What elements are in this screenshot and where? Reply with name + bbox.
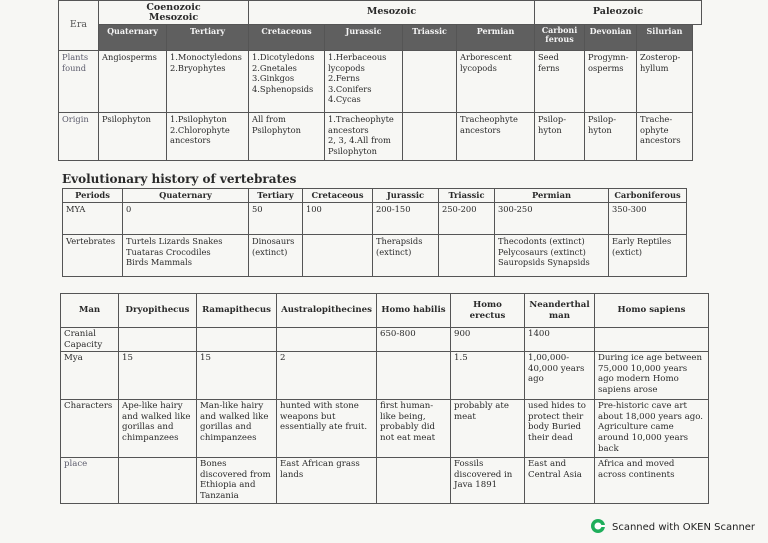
- table-cell: 100: [303, 203, 373, 235]
- scanner-logo-icon: [590, 518, 606, 537]
- table-cell: Seed ferns: [535, 51, 585, 113]
- table-cell: probably ate meat: [451, 400, 525, 458]
- table-cell: [439, 235, 495, 277]
- table-cell: [119, 458, 197, 504]
- table-cell: All from Psilophyton: [249, 113, 325, 161]
- table-cell: Bones discovered from Ethiopia and Tanzania: [197, 458, 277, 504]
- header-permian: Permian: [495, 189, 609, 203]
- table-cell: [277, 328, 377, 352]
- row-label: MYA: [63, 203, 123, 235]
- scanner-text: Scanned with OKEN Scanner: [612, 522, 756, 533]
- table-cell: Progymn-osperms: [585, 51, 637, 113]
- table-cell: 15: [197, 352, 277, 400]
- table-cell: Arborescent lycopods: [457, 51, 535, 113]
- table-cell: East and Central Asia: [525, 458, 595, 504]
- era-group-coenozoic: Coenozoic Mesozoic: [99, 1, 249, 25]
- row-label: Vertebrates: [63, 235, 123, 277]
- table-cell: 300-250: [495, 203, 609, 235]
- table-cell: Turtels Lizards Snakes Tuataras Crocodiles Birds Mammals: [123, 235, 249, 277]
- table-cell: 1400: [525, 328, 595, 352]
- header-tertiary: Tertiary: [249, 189, 303, 203]
- period-devonian: Devonian: [585, 25, 637, 51]
- period-carboniferous: Carboni ferous: [535, 25, 585, 51]
- header-periods: Periods: [63, 189, 123, 203]
- table-cell: East African grass lands: [277, 458, 377, 504]
- table-cell: 200-150: [373, 203, 439, 235]
- table-cell: 1.Psilophyton 2.Chlorophyte ancestors: [167, 113, 249, 161]
- plant-evolution-table: [58, 0, 702, 161]
- header-neanderthal: Neanderthal man: [525, 294, 595, 328]
- table-row: [61, 328, 709, 352]
- period-silurian: Silurian: [637, 25, 693, 51]
- table-cell: 250-200: [439, 203, 495, 235]
- table-cell: first human-like being, probably did not eat meat: [377, 400, 451, 458]
- table-cell: 350-300: [609, 203, 687, 235]
- table-cell: 15: [119, 352, 197, 400]
- table-cell: 1,00,000-40,000 years ago: [525, 352, 595, 400]
- table-cell: Africa and moved across continents: [595, 458, 709, 504]
- row-label: Plants found: [59, 51, 99, 113]
- table-cell: 2: [277, 352, 377, 400]
- table-cell: hunted with stone weapons but essentially ate fruit.: [277, 400, 377, 458]
- human-evolution-table: [60, 293, 709, 504]
- table-cell: [403, 51, 457, 113]
- table-cell: [119, 328, 197, 352]
- table-cell: 650-800: [377, 328, 451, 352]
- period-cretaceous: Cretaceous: [249, 25, 325, 51]
- table-cell: 900: [451, 328, 525, 352]
- table-cell: [197, 328, 277, 352]
- table-cell: [377, 458, 451, 504]
- header-australopithecines: Australopithecines: [277, 294, 377, 328]
- period-permian: Permian: [457, 25, 535, 51]
- table-cell: 50: [249, 203, 303, 235]
- table-row: [63, 235, 687, 277]
- table-cell: During ice age between 75,000 10,000 years ago modern Homo sapiens arose: [595, 352, 709, 400]
- period-jurassic: Jurassic: [325, 25, 403, 51]
- table-row: [63, 203, 687, 235]
- table-cell: Psilop-hyton: [535, 113, 585, 161]
- header-triassic: Triassic: [439, 189, 495, 203]
- table-cell: 1.5: [451, 352, 525, 400]
- table-row: [61, 458, 709, 504]
- table-cell: Psilop-hyton: [585, 113, 637, 161]
- table-cell: Psilophyton: [99, 113, 167, 161]
- header-homo-sapiens: Homo sapiens: [595, 294, 709, 328]
- era-label: Era: [59, 1, 99, 51]
- table-cell: Man-like hairy and walked like gorillas and chimpanzees: [197, 400, 277, 458]
- table-cell: Zosterop-hyllum: [637, 51, 693, 113]
- row-label: Origin: [59, 113, 99, 161]
- table-cell: Pre-historic cave art about 18,000 years ago. Agriculture came around 10,000 years back: [595, 400, 709, 458]
- row-label: Characters: [61, 400, 119, 458]
- table-row: [59, 51, 702, 113]
- period-triassic: Triassic: [403, 25, 457, 51]
- table-cell: Early Reptiles (extict): [609, 235, 687, 277]
- header-man: Man: [61, 294, 119, 328]
- header-homo-erectus: Homo erectus: [451, 294, 525, 328]
- row-label: place: [61, 458, 119, 504]
- row-label: Cranial Capacity: [61, 328, 119, 352]
- era-group-mesozoic: Mesozoic: [249, 1, 535, 25]
- table-cell: [403, 113, 457, 161]
- row-label: Mya: [61, 352, 119, 400]
- scanner-watermark: [590, 518, 755, 537]
- table-cell: used hides to protect their body Buried their dead: [525, 400, 595, 458]
- table-cell: Dinosaurs (extinct): [249, 235, 303, 277]
- header-cretaceous: Cretaceous: [303, 189, 373, 203]
- table-cell: [377, 352, 451, 400]
- header-homo-habilis: Homo habilis: [377, 294, 451, 328]
- table-cell: Therapsids (extinct): [373, 235, 439, 277]
- table-cell: Tracheophyte ancestors: [457, 113, 535, 161]
- vertebrate-evolution-table: [62, 188, 687, 277]
- table-cell: 1.Dicotyledons 2.Gnetales 3.Ginkgos 4.Sphenopsids: [249, 51, 325, 113]
- table-cell: Trache-ophyte ancestors: [637, 113, 693, 161]
- era-group-paleozoic: Paleozoic: [535, 1, 702, 25]
- table-cell: 1.Herbaceous lycopods 2.Ferns 3.Conifers 4.Cycas: [325, 51, 403, 113]
- table-row: [61, 352, 709, 400]
- period-quaternary: Quaternary: [99, 25, 167, 51]
- header-quaternary: Quaternary: [123, 189, 249, 203]
- table-cell: 0: [123, 203, 249, 235]
- table-cell: Angiosperms: [99, 51, 167, 113]
- table-cell: [303, 235, 373, 277]
- table-cell: Fossils discovered in Java 1891: [451, 458, 525, 504]
- header-jurassic: Jurassic: [373, 189, 439, 203]
- table-row: [59, 113, 702, 161]
- table-cell: Ape-like hairy and walked like gorillas and chimpanzees: [119, 400, 197, 458]
- header-carboniferous: Carboniferous: [609, 189, 687, 203]
- header-dryopithecus: Dryopithecus: [119, 294, 197, 328]
- table-cell: [595, 328, 709, 352]
- section-title: Evolutionary history of vertebrates: [62, 172, 297, 186]
- table-cell: 1.Monoctyledons 2.Bryophytes: [167, 51, 249, 113]
- header-ramapithecus: Ramapithecus: [197, 294, 277, 328]
- table-cell: Thecodonts (extinct) Pelycosaurs (extinct) Sauropsids Synapsids: [495, 235, 609, 277]
- table-row: [61, 400, 709, 458]
- table-cell: 1.Tracheophyte ancestors 2, 3, 4.All from Psilophyton: [325, 113, 403, 161]
- period-tertiary: Tertiary: [167, 25, 249, 51]
